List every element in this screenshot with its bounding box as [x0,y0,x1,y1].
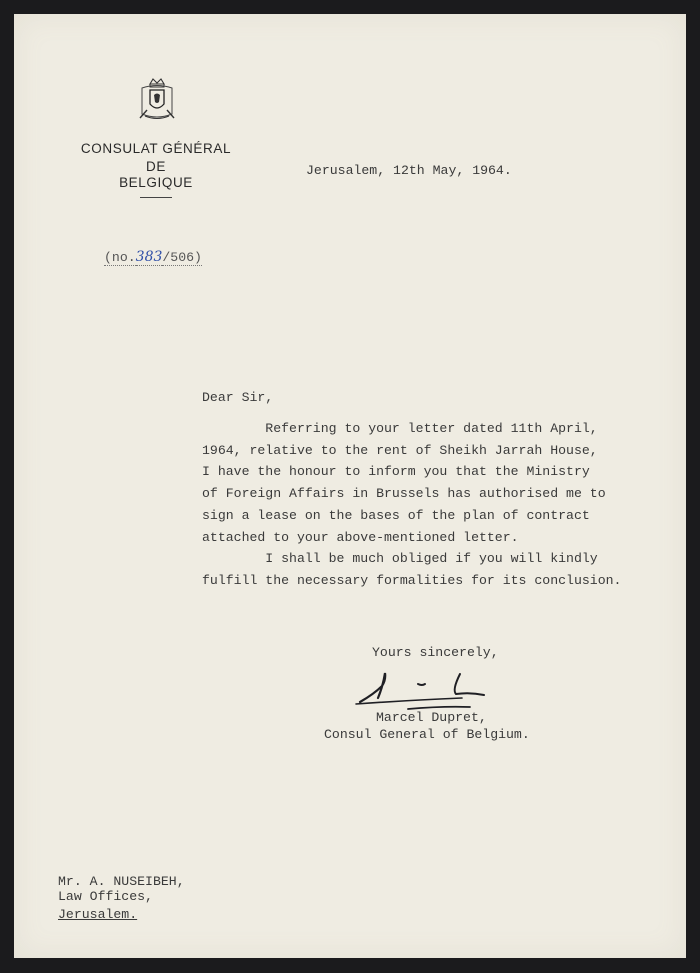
handwritten-signature [352,664,512,714]
body-paragraph-1: Referring to your letter dated 11th April, 1964, relative to the rent of Sheikh Jarrah House, I have the honour to inform you that the Ministry of Foreign Affairs in Brussels has authorised me to sign a lease on the bases of the plan of contract attached to your above-mentioned letter. [202,421,606,545]
reference-number [104,247,202,269]
signatory-name: Marcel Dupret, [376,710,487,725]
letterhead-line-2: DE [146,159,166,174]
coat-of-arms-crest-icon [137,74,177,122]
letter-page [14,14,686,958]
addressee-line-2: Law Offices, [58,889,153,904]
letterhead-line-3: BELGIQUE [119,175,193,190]
signatory-title: Consul General of Belgium. [324,727,530,742]
letter-date: Jerusalem, 12th May, 1964. [306,163,512,178]
closing: Yours sincerely, [372,645,499,660]
addressee-line-3: Jerusalem. [58,907,138,922]
reference-suffix: /506) [162,250,202,265]
addressee-name: Mr. A. NUSEIBEH, [58,874,185,889]
reference-handwritten-number: 383 [135,249,163,265]
salutation: Dear Sir, [202,390,274,405]
body-paragraph-2: I shall be much obliged if you will kindly fulfill the necessary formalities for its conclusion. [202,551,622,588]
reference-prefix: (no. [104,250,136,265]
letterhead-divider [140,197,172,198]
letterhead-line-1: CONSULAT GÉNÉRAL [80,141,232,156]
